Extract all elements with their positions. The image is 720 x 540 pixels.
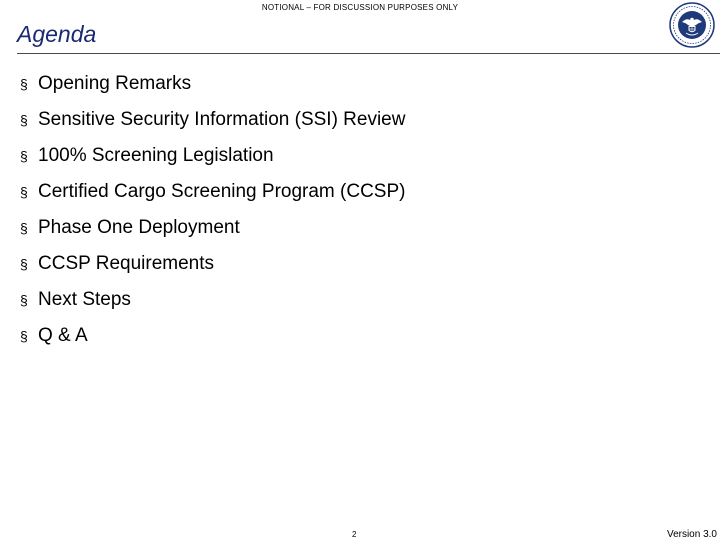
agenda-item [20, 174, 405, 210]
agenda-item [20, 246, 405, 282]
bullet-icon: § [20, 76, 28, 92]
agenda-item [20, 282, 405, 318]
agenda-item [20, 102, 405, 138]
title-divider [17, 53, 720, 54]
agenda-item-label: 100% Screening Legislation [38, 145, 274, 166]
agenda-item-label: Next Steps [38, 289, 131, 310]
agenda-item-label: CCSP Requirements [38, 253, 215, 274]
header-notice: NOTIONAL – FOR DISCUSSION PURPOSES ONLY [261, 3, 459, 12]
bullet-icon: § [20, 328, 28, 344]
bullet-icon: § [20, 220, 28, 236]
agenda-item [20, 210, 405, 246]
bullet-icon: § [20, 112, 28, 128]
bullet-icon: § [20, 292, 28, 308]
page-number: 2 [352, 530, 357, 539]
agenda-item-label: Opening Remarks [38, 73, 192, 94]
agenda-item [20, 66, 405, 102]
agenda-item [20, 318, 405, 354]
dhs-seal-icon [669, 2, 715, 48]
version-label: Version 3.0 [666, 529, 717, 540]
agenda-item-label: Sensitive Security Information (SSI) Review [38, 109, 406, 130]
agenda-item [20, 138, 405, 174]
agenda-list [20, 66, 405, 354]
agenda-item-label: Certified Cargo Screening Program (CCSP) [38, 181, 406, 202]
agenda-item-label: Phase One Deployment [38, 217, 240, 238]
slide-title: Agenda [17, 21, 97, 47]
bullet-icon: § [20, 256, 28, 272]
bullet-icon: § [20, 184, 28, 200]
agenda-item-label: Q & A [38, 325, 88, 346]
bullet-icon: § [20, 148, 28, 164]
